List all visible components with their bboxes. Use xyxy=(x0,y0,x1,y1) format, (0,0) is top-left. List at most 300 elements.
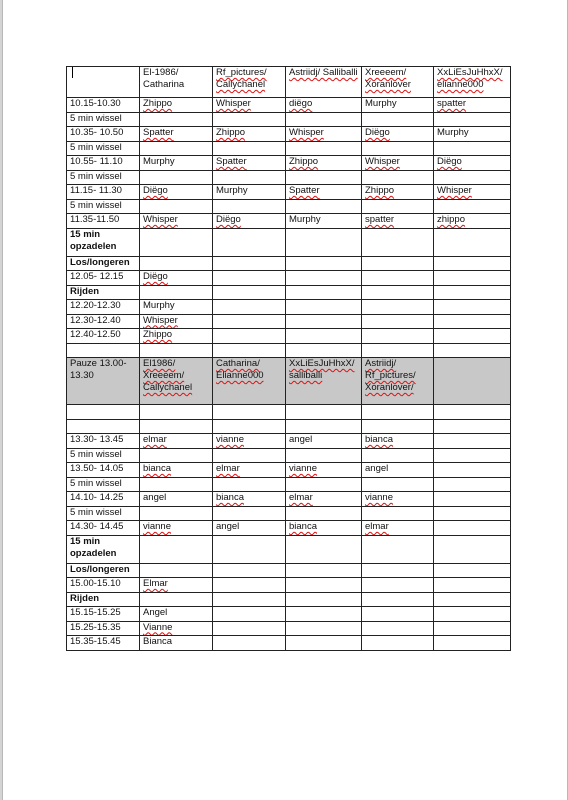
table-cell xyxy=(67,463,140,478)
cell-text: Zhippo xyxy=(143,329,173,340)
table-cell xyxy=(434,405,511,420)
table-cell xyxy=(362,405,434,420)
table-cell xyxy=(362,434,434,449)
table-cell xyxy=(67,185,140,200)
cell-text: 10.15-10.30 xyxy=(70,98,121,109)
table-cell xyxy=(140,127,213,142)
table-cell xyxy=(286,419,362,434)
schedule-row xyxy=(67,214,511,229)
table-cell xyxy=(213,300,286,315)
cell-text: Catharina/ Elianne000 xyxy=(216,358,264,381)
table-cell xyxy=(67,521,140,536)
schedule-row xyxy=(67,463,511,478)
table-cell xyxy=(286,521,362,536)
table-cell xyxy=(140,228,213,256)
schedule-row xyxy=(67,127,511,142)
schedule-row xyxy=(67,578,511,593)
table-cell xyxy=(213,314,286,329)
table-cell xyxy=(362,214,434,229)
table-cell xyxy=(67,300,140,315)
section-label xyxy=(67,285,140,300)
table-cell xyxy=(213,448,286,463)
table-cell xyxy=(213,521,286,536)
header-row xyxy=(67,67,511,98)
table-cell xyxy=(67,127,140,142)
table-cell xyxy=(286,300,362,315)
table-cell xyxy=(213,463,286,478)
table-cell xyxy=(362,127,434,142)
cell-text: Murphy xyxy=(143,156,175,167)
cell-text: Zhippo xyxy=(365,185,395,196)
table-cell xyxy=(140,314,213,329)
table-cell xyxy=(140,256,213,271)
table-cell xyxy=(67,448,140,463)
table-cell xyxy=(286,592,362,607)
table-cell xyxy=(213,343,286,358)
table-cell xyxy=(286,405,362,420)
table-cell xyxy=(434,592,511,607)
schedule-row xyxy=(67,271,511,286)
cell-text: angel xyxy=(365,463,389,474)
table-cell xyxy=(286,170,362,185)
cell-text: Diëgo xyxy=(437,156,462,167)
table-cell xyxy=(434,256,511,271)
cell-text: 14.10- 14.25 xyxy=(70,492,124,503)
cell-text: 12.30-12.40 xyxy=(70,314,121,326)
cell-text: Murphy xyxy=(437,127,469,138)
cell-text: 15.15-15.25 xyxy=(70,607,121,618)
table-cell xyxy=(434,607,511,622)
table-cell xyxy=(140,98,213,113)
schedule-row xyxy=(67,521,511,536)
schedule-row xyxy=(67,636,511,651)
cell-text: 10.55- 11.10 xyxy=(70,156,123,167)
cell-text: Angel xyxy=(143,607,168,618)
cell-text: Murphy xyxy=(365,98,397,109)
table-cell xyxy=(213,170,286,185)
section-label xyxy=(67,592,140,607)
cell-text: 10.35- 10.50 xyxy=(70,127,124,138)
section-row xyxy=(67,592,511,607)
table-cell xyxy=(140,578,213,593)
document-page xyxy=(2,0,568,800)
empty-row xyxy=(67,405,511,420)
table-cell xyxy=(362,578,434,593)
table-cell xyxy=(140,185,213,200)
table-cell xyxy=(286,185,362,200)
table-cell xyxy=(286,256,362,271)
table-cell xyxy=(140,343,213,358)
table-cell xyxy=(140,592,213,607)
table-cell xyxy=(362,256,434,271)
table-cell xyxy=(362,285,434,300)
table-cell xyxy=(362,521,434,536)
table-cell xyxy=(286,156,362,171)
table-cell xyxy=(140,535,213,563)
cell-text: Los/longeren xyxy=(70,563,130,575)
table-cell xyxy=(286,563,362,578)
table-cell xyxy=(140,477,213,492)
cell-text: 5 min wissel xyxy=(70,141,122,153)
cell-text: 11.35-11.50 xyxy=(70,214,120,225)
cell-text: Los/longeren xyxy=(70,256,130,268)
cell-text: Murphy xyxy=(143,300,175,311)
cell-text: Whisper xyxy=(143,314,178,326)
table-cell xyxy=(67,314,140,329)
cell-text: Diëgo xyxy=(143,185,168,196)
table-cell xyxy=(434,329,511,344)
table-cell xyxy=(434,563,511,578)
table-cell xyxy=(362,477,434,492)
cell-text: 13.50- 14.05 xyxy=(70,463,124,474)
cell-text: bianca xyxy=(216,492,244,503)
table-cell xyxy=(213,434,286,449)
cell-text: elmar xyxy=(216,463,240,474)
table-cell xyxy=(286,285,362,300)
table-cell xyxy=(362,314,434,329)
table-cell xyxy=(67,621,140,636)
pauze-cell xyxy=(434,358,511,405)
wissel-row xyxy=(67,112,511,127)
table-cell xyxy=(213,492,286,507)
section-row xyxy=(67,285,511,300)
cell-text: 15.35-15.45 xyxy=(70,636,121,647)
table-cell xyxy=(434,285,511,300)
table-cell xyxy=(286,228,362,256)
table-cell xyxy=(140,621,213,636)
cell-text: Rijden xyxy=(70,285,100,297)
schedule-table xyxy=(66,66,511,651)
table-cell xyxy=(434,127,511,142)
table-cell xyxy=(362,492,434,507)
cell-text: Xreeeem/ Xoranlover xyxy=(365,67,411,90)
table-cell xyxy=(213,592,286,607)
cell-text: XxLiEsJuHhxX/ elianne000 xyxy=(437,67,503,90)
cell-text: elmar xyxy=(143,434,167,445)
table-cell xyxy=(213,578,286,593)
schedule-body xyxy=(67,67,511,651)
table-cell xyxy=(67,199,140,214)
pauze-row xyxy=(67,358,511,405)
table-cell xyxy=(213,419,286,434)
table-cell xyxy=(362,112,434,127)
cell-text: angel xyxy=(143,492,167,503)
table-cell xyxy=(67,578,140,593)
table-cell xyxy=(140,141,213,156)
schedule-row xyxy=(67,434,511,449)
table-cell xyxy=(140,329,213,344)
schedule-row xyxy=(67,314,511,329)
table-cell xyxy=(362,607,434,622)
table-cell xyxy=(140,285,213,300)
table-cell xyxy=(362,329,434,344)
table-cell xyxy=(67,214,140,229)
table-cell xyxy=(286,607,362,622)
cell-text: Murphy xyxy=(289,214,321,225)
table-cell xyxy=(362,98,434,113)
header-cell xyxy=(213,67,286,98)
table-cell xyxy=(286,535,362,563)
cell-text: XxLiEsJuHhxX/ salliballi xyxy=(289,358,355,381)
cell-text: Murphy xyxy=(216,185,248,196)
schedule-row xyxy=(67,98,511,113)
cell-text: Zhippo xyxy=(143,98,173,109)
table-cell xyxy=(362,419,434,434)
table-cell xyxy=(67,112,140,127)
table-cell xyxy=(213,127,286,142)
cell-text: bianca xyxy=(365,434,393,445)
table-cell xyxy=(286,343,362,358)
table-cell xyxy=(286,636,362,651)
table-cell xyxy=(434,621,511,636)
cell-text: 15.00-15.10 xyxy=(70,578,121,589)
pauze-cell xyxy=(213,358,286,405)
table-cell xyxy=(213,535,286,563)
opzadelen-row xyxy=(67,228,511,256)
cell-text: elmar xyxy=(289,492,313,503)
text-cursor xyxy=(72,67,73,78)
pauze-cell xyxy=(140,358,213,405)
empty-row xyxy=(67,343,511,358)
table-cell xyxy=(286,98,362,113)
table-cell xyxy=(286,112,362,127)
table-cell xyxy=(67,419,140,434)
table-cell xyxy=(362,592,434,607)
wissel-row xyxy=(67,448,511,463)
table-cell xyxy=(362,199,434,214)
table-cell xyxy=(67,636,140,651)
table-cell xyxy=(213,621,286,636)
schedule-row xyxy=(67,156,511,171)
cell-text: 12.20-12.30 xyxy=(70,300,121,311)
table-cell xyxy=(67,271,140,286)
table-cell xyxy=(213,405,286,420)
table-cell xyxy=(213,228,286,256)
table-cell xyxy=(213,199,286,214)
table-cell xyxy=(67,607,140,622)
cell-text: Whisper xyxy=(289,127,324,138)
table-cell xyxy=(362,228,434,256)
table-cell xyxy=(213,185,286,200)
table-cell xyxy=(434,434,511,449)
cell-text: El1986/ Xreeeem/ Callychanel xyxy=(143,358,193,393)
table-cell xyxy=(434,199,511,214)
table-cell xyxy=(140,492,213,507)
table-cell xyxy=(213,98,286,113)
table-cell xyxy=(286,492,362,507)
table-cell xyxy=(362,343,434,358)
table-cell xyxy=(140,156,213,171)
table-cell xyxy=(213,477,286,492)
table-cell xyxy=(434,228,511,256)
table-cell xyxy=(213,112,286,127)
section-label xyxy=(67,256,140,271)
table-cell xyxy=(67,98,140,113)
cell-text: Whisper xyxy=(216,98,251,109)
table-cell xyxy=(362,506,434,521)
table-cell xyxy=(213,256,286,271)
cell-text: Zhippo xyxy=(289,156,319,167)
table-cell xyxy=(362,141,434,156)
table-cell xyxy=(140,636,213,651)
table-cell xyxy=(286,271,362,286)
table-cell xyxy=(67,141,140,156)
table-cell xyxy=(362,170,434,185)
schedule-row xyxy=(67,607,511,622)
header-corner-cell xyxy=(67,67,140,98)
table-cell xyxy=(213,607,286,622)
cell-text: angel xyxy=(216,521,240,532)
wissel-row xyxy=(67,199,511,214)
table-cell xyxy=(286,329,362,344)
table-cell xyxy=(213,156,286,171)
table-cell xyxy=(213,563,286,578)
table-cell xyxy=(213,214,286,229)
table-cell xyxy=(67,477,140,492)
table-cell xyxy=(140,300,213,315)
table-cell xyxy=(434,156,511,171)
cell-text: Elmar xyxy=(143,578,168,589)
table-cell xyxy=(434,185,511,200)
table-cell xyxy=(286,434,362,449)
table-cell xyxy=(286,214,362,229)
header-cell xyxy=(286,67,362,98)
empty-row xyxy=(67,419,511,434)
table-cell xyxy=(434,314,511,329)
cell-text: Pauze 13.00- 13.30 xyxy=(70,358,127,381)
cell-text: angel xyxy=(289,434,313,445)
cell-text: 5 min wissel xyxy=(70,477,122,489)
cell-text: 15.25-15.35 xyxy=(70,621,121,633)
table-cell xyxy=(434,112,511,127)
table-cell xyxy=(140,112,213,127)
table-cell xyxy=(434,170,511,185)
table-cell xyxy=(140,506,213,521)
table-cell xyxy=(434,477,511,492)
table-cell xyxy=(213,271,286,286)
cell-text: Diëgo xyxy=(143,271,168,282)
table-cell xyxy=(362,621,434,636)
wissel-row xyxy=(67,170,511,185)
cell-text: Rijden xyxy=(70,592,100,604)
pauze-cell xyxy=(286,358,362,405)
table-cell xyxy=(213,506,286,521)
table-cell xyxy=(140,463,213,478)
table-cell xyxy=(434,535,511,563)
table-cell xyxy=(362,636,434,651)
table-cell xyxy=(286,506,362,521)
opzadelen-label xyxy=(67,535,140,563)
table-cell xyxy=(362,300,434,315)
section-label xyxy=(67,563,140,578)
table-cell xyxy=(67,343,140,358)
cell-text: Whisper xyxy=(437,185,472,196)
wissel-row xyxy=(67,506,511,521)
cell-text: 5 min wissel xyxy=(70,112,122,124)
table-cell xyxy=(140,199,213,214)
table-cell xyxy=(140,563,213,578)
cell-text: 5 min wissel xyxy=(70,448,122,460)
cell-text: 5 min wissel xyxy=(70,170,122,182)
table-cell xyxy=(140,214,213,229)
table-cell xyxy=(140,521,213,536)
schedule-row xyxy=(67,492,511,507)
pauze-cell xyxy=(362,358,434,405)
table-cell xyxy=(434,271,511,286)
table-cell xyxy=(213,329,286,344)
table-cell xyxy=(434,492,511,507)
table-cell xyxy=(362,271,434,286)
table-cell xyxy=(213,141,286,156)
table-cell xyxy=(213,636,286,651)
header-cell xyxy=(362,67,434,98)
table-cell xyxy=(434,521,511,536)
table-cell xyxy=(434,141,511,156)
table-cell xyxy=(434,578,511,593)
wissel-row xyxy=(67,141,511,156)
table-cell xyxy=(67,506,140,521)
schedule-row xyxy=(67,621,511,636)
table-cell xyxy=(434,343,511,358)
table-cell xyxy=(434,419,511,434)
table-cell xyxy=(67,405,140,420)
table-cell xyxy=(286,127,362,142)
cell-text: 12.05- 12.15 xyxy=(70,271,124,282)
cell-text: vianne xyxy=(143,521,171,532)
table-cell xyxy=(67,434,140,449)
cell-text: Spatter xyxy=(289,185,320,196)
table-cell xyxy=(362,156,434,171)
cell-text: elmar xyxy=(365,521,389,532)
cell-text: 14.30- 14.45 xyxy=(70,521,124,532)
schedule-row xyxy=(67,329,511,344)
cell-text: Diëgo xyxy=(365,127,390,138)
table-cell xyxy=(286,314,362,329)
schedule-row xyxy=(67,300,511,315)
cell-text: El-1986/ Catharina xyxy=(143,67,185,90)
table-cell xyxy=(434,448,511,463)
table-cell xyxy=(140,419,213,434)
table-cell xyxy=(434,300,511,315)
table-cell xyxy=(67,170,140,185)
cell-text: spatter xyxy=(437,98,467,109)
cell-text: 12.40-12.50 xyxy=(70,329,121,340)
cell-text: Astriidj/ Salliballi xyxy=(289,67,358,78)
table-cell xyxy=(362,535,434,563)
cell-text: Whisper xyxy=(143,214,178,225)
cell-text: Whisper xyxy=(365,156,400,167)
table-cell xyxy=(213,285,286,300)
cell-text: spatter xyxy=(365,214,395,225)
table-cell xyxy=(67,156,140,171)
cell-text: Spatter xyxy=(216,156,247,167)
cell-text: Bianca xyxy=(143,636,173,647)
cell-text: Diëgo xyxy=(216,214,241,225)
table-cell xyxy=(362,463,434,478)
cell-text: Vianne xyxy=(143,621,173,633)
cell-text: vianne xyxy=(365,492,393,503)
cell-text: Rf_pictures/ Callychanel xyxy=(216,67,267,90)
cell-text: zhippo xyxy=(437,214,465,225)
table-cell xyxy=(286,448,362,463)
section-row xyxy=(67,256,511,271)
cell-text: diëgo xyxy=(289,98,313,109)
cell-text: 5 min wissel xyxy=(70,506,122,518)
schedule-row xyxy=(67,185,511,200)
table-cell xyxy=(434,506,511,521)
table-cell xyxy=(362,563,434,578)
opzadelen-row xyxy=(67,535,511,563)
